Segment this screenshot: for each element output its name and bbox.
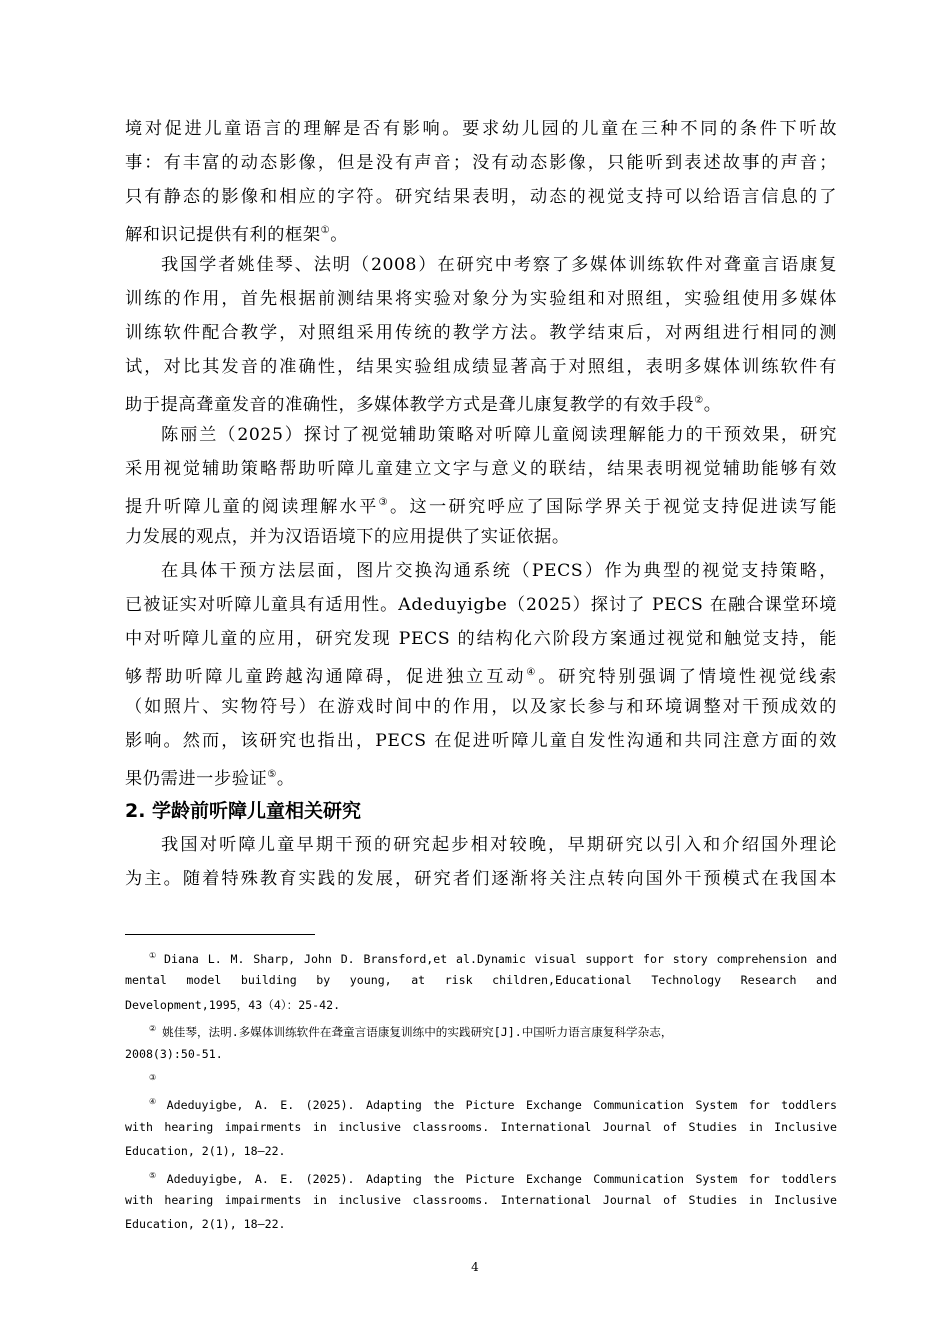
footnote-text: 姚佳琴，法明.多媒体训练软件在聋童言语康复训练中的实践研究[J].中国听力语言康复科学杂志， [162, 1025, 673, 1040]
footnote-line: with hearing impairments in inclusive classrooms. International Journal of Studies in Inclusive [125, 1192, 837, 1207]
section-heading: 2. 学龄前听障儿童相关研究 [125, 800, 362, 822]
text-line: 我国学者姚佳琴、法明（2008）在研究中考察了多媒体训练软件对聋童言语康复 [161, 255, 837, 275]
text-line: 训练的作用，首先根据前测结果将实验对象分为实验组和对照组，实验组使用多媒体 [125, 289, 837, 309]
text-segment: 果仍需进一步验证 [125, 769, 268, 789]
footnote-text: Adeduyigbe, A. E. (2025). Adapting the Picture Exchange Communication System for toddlers [166, 1171, 837, 1186]
footnote-separator [125, 934, 315, 935]
text-segment: 够帮助听障儿童跨越沟通障碍，促进独立互动 [125, 667, 527, 687]
footnote-line: mental model building by young, at risk children,Educational Technology Research and [125, 973, 837, 988]
text-line: 影响。然而，该研究也指出，PECS 在促进听障儿童自发性沟通和共同注意方面的效 [125, 731, 837, 751]
footnote-line [125, 1090, 837, 1114]
footnote-ref[interactable]: ③ [378, 497, 390, 508]
footnote-mark: ⑤ [149, 1170, 161, 1180]
text-line: 事：有丰富的动态影像，但是没有声音；没有动态影像，只能听到表述故事的声音； [125, 153, 837, 173]
text-line: 为主。随着特殊教育实践的发展，研究者们逐渐将关注点转向国外干预模式在我国本 [125, 869, 837, 889]
footnote-ref[interactable]: ⑤ [267, 769, 277, 780]
text-line: （如照片、实物符号）在游戏时间中的作用，以及家长参与和环境调整对干预成效的 [125, 697, 837, 717]
text-line: 境对促进儿童语言的理解是否有影响。要求幼儿园的儿童在三种不同的条件下听故 [125, 119, 837, 139]
text-line [125, 758, 837, 792]
text-line: 力发展的观点，并为汉语语境下的应用提供了实证依据。 [125, 527, 570, 547]
footnote-mark: ① [149, 951, 159, 960]
footnote-line [125, 944, 837, 968]
footnote-ref[interactable]: ① [320, 225, 331, 236]
footnote-line [125, 1017, 837, 1041]
text-line [125, 384, 837, 418]
footnote-line: Development,1995，43（4）：25-42. [125, 997, 341, 1012]
text-line: 试，对比其发音的准确性，结果实验组成绩显著高于对照组，表明多媒体训练软件有 [125, 357, 837, 377]
footnote-mark: ② [149, 1024, 157, 1034]
text-line [125, 486, 837, 520]
text-segment: 。 [276, 769, 295, 789]
text-line: 已被证实对听障儿童具有适用性。Adeduyigbe（2025）探讨了 PECS 在融合课堂环境 [125, 595, 837, 615]
footnote-line: 2008(3):50-51. [125, 1046, 223, 1061]
text-segment: 解和识记提供有利的框架 [125, 225, 321, 245]
page-number: 4 [471, 1260, 479, 1274]
footnote-line: Education, 2(1), 18–22. [125, 1217, 286, 1232]
text-line: 采用视觉辅助策略帮助听障儿童建立文字与意义的联结，结果表明视觉辅助能够有效 [125, 459, 837, 479]
footnote-line: Education, 2(1), 18–22. [125, 1144, 286, 1159]
text-segment: 。这一研究呼应了国际学界关于视觉支持促进读写能 [389, 497, 837, 517]
text-line: 陈丽兰（2025）探讨了视觉辅助策略对听障儿童阅读理解能力的干预效果，研究 [161, 425, 837, 445]
text-line: 只有静态的影像和相应的字符。研究结果表明，动态的视觉支持可以给语言信息的了 [125, 187, 837, 207]
text-segment: 。研究特别强调了情境性视觉线索 [538, 667, 837, 687]
text-segment: 。 [330, 225, 349, 245]
text-line: 训练软件配合教学，对照组采用传统的教学方法。教学结束后，对两组进行相同的测 [125, 323, 837, 343]
footnote-text: Diana L. M. Sharp, John D. Bransford,et al.Dynamic visual support for story comprehension and [164, 952, 837, 966]
text-line: 中对听障儿童的应用，研究发现 PECS 的结构化六阶段方案通过视觉和触觉支持，能 [125, 629, 837, 649]
footnote-mark: ③ [149, 1072, 157, 1082]
footnote-ref[interactable]: ② [694, 395, 704, 406]
footnote-line: with hearing impairments in inclusive classrooms. International Journal of Studies in Inclusive [125, 1119, 837, 1134]
body-text [125, 112, 837, 896]
footnote-line [125, 1164, 837, 1188]
text-segment: 提升听障儿童的阅读理解水平 [125, 497, 379, 517]
text-line [125, 656, 837, 690]
text-segment: 。 [703, 395, 722, 415]
footnote-ref[interactable]: ④ [526, 667, 539, 678]
text-segment: 助于提高聋童发音的准确性，多媒体教学方式是聋儿康复教学的有效手段 [125, 395, 695, 415]
footnote-text: Adeduyigbe, A. E. (2025). Adapting the Picture Exchange Communication System for toddlers [166, 1098, 837, 1113]
text-line [125, 214, 837, 248]
text-line: 在具体干预方法层面，图片交换沟通系统（PECS）作为典型的视觉支持策略， [161, 561, 837, 581]
footnotes [125, 944, 837, 1237]
text-line: 我国对听障儿童早期干预的研究起步相对较晚，早期研究以引入和介绍国外理论 [161, 835, 837, 855]
footnote-mark: ④ [149, 1097, 161, 1107]
footnote-line [125, 1066, 837, 1090]
